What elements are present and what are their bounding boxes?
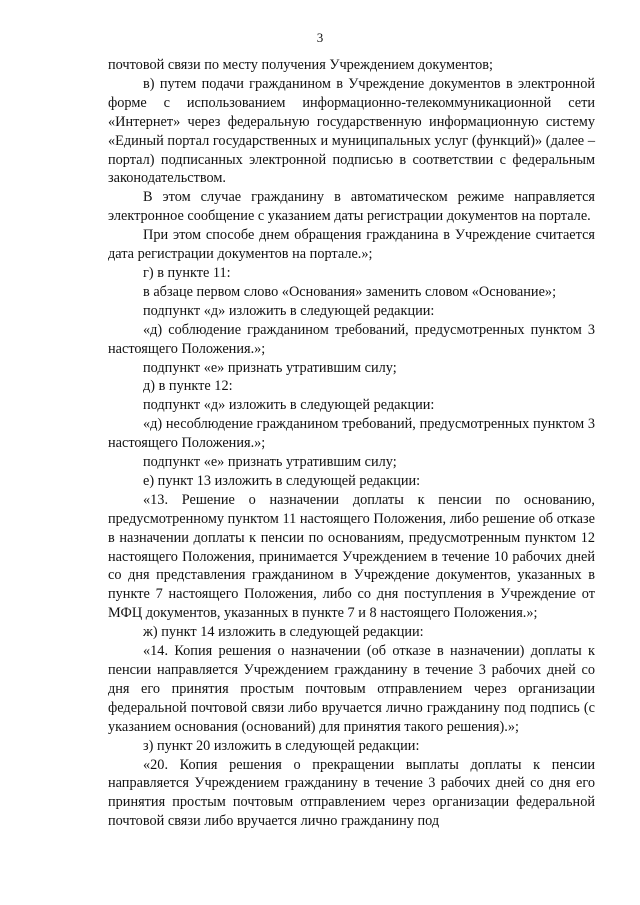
- paragraph: «13. Решение о назначении доплаты к пенсии по основанию, предусмотренному пунктом 11 настоящего Положения, либо решение об отказе в назначении доплаты к пенсии по основаниям, предусмотренным пунктом 12 настоящего Положения, принимается Учреждением в течение 10 рабочих дней со дня представления гражданином в Учреждение документов, указанных в пункте 7 настоящего Положения, либо со дня поступления в Учреждение от МФЦ документов, указанных в пункте 7 и 8 настоящего Положения.»;: [108, 491, 595, 622]
- paragraph: «20. Копия решения о прекращении выплаты доплаты к пенсии направляется Учреждением гражданину в течение 3 рабочих дней со дня его принятия простым почтовым отправлением через организации федеральной почтовой связи либо вручается лично гражданину под: [108, 756, 595, 830]
- paragraph: подпункт «д» изложить в следующей редакции:: [143, 302, 435, 319]
- page-number: 3: [316, 30, 324, 45]
- paragraph: «14. Копия решения о назначении (об отказе в назначении) доплаты к пенсии направляется Учреждением гражданину в течение 3 рабочих дней со дня его принятия простым почтовым отправлением через организации федеральной почтовой связи либо вручается лично гражданину под подпись (с указанием основания (оснований) для принятия такого решения).»;: [108, 643, 595, 735]
- paragraph: з) пункт 20 изложить в следующей редакции:: [143, 737, 420, 754]
- paragraph: «д) соблюдение гражданином требований, предусмотренных пунктом 3 настоящего Положения.»;: [108, 321, 595, 357]
- paragraph: в абзаце первом слово «Основания» заменить словом «Основание»;: [143, 283, 557, 300]
- paragraph: подпункт «е» признать утратившим силу;: [143, 454, 397, 471]
- paragraph: в) путем подачи гражданином в Учреждение документов в электронной форме с использованием информационно-телекоммуникационной сети «Интернет» через федеральную государственную информационную систему «Единый портал государственных и муниципальных услуг (функций)» (далее – портал) подписанных электронной подписью в соответствии с федеральным законодательством.: [108, 75, 595, 187]
- paragraph: подпункт «е» признать утратившим силу;: [143, 359, 397, 376]
- paragraph: В этом случае гражданину в автоматическом режиме направляется электронное сообщение с указанием даты регистрации документов на портале.: [108, 189, 595, 225]
- paragraph: г) в пункте 11:: [143, 264, 231, 281]
- paragraph: д) в пункте 12:: [143, 378, 233, 395]
- paragraph: ж) пункт 14 изложить в следующей редакции:: [143, 624, 424, 641]
- paragraph: почтовой связи по месту получения Учреждением документов;: [108, 57, 494, 73]
- paragraph: При этом способе днем обращения гражданина в Учреждение считается дата регистрации документов на портале.»;: [108, 227, 595, 263]
- paragraph: е) пункт 13 изложить в следующей редакции:: [143, 472, 421, 489]
- paragraph: «д) несоблюдение гражданином требований, предусмотренных пунктом 3 настоящего Положения.»;: [108, 416, 595, 452]
- paragraph: подпункт «д» изложить в следующей редакции:: [143, 397, 435, 414]
- document-body: [108, 56, 595, 831]
